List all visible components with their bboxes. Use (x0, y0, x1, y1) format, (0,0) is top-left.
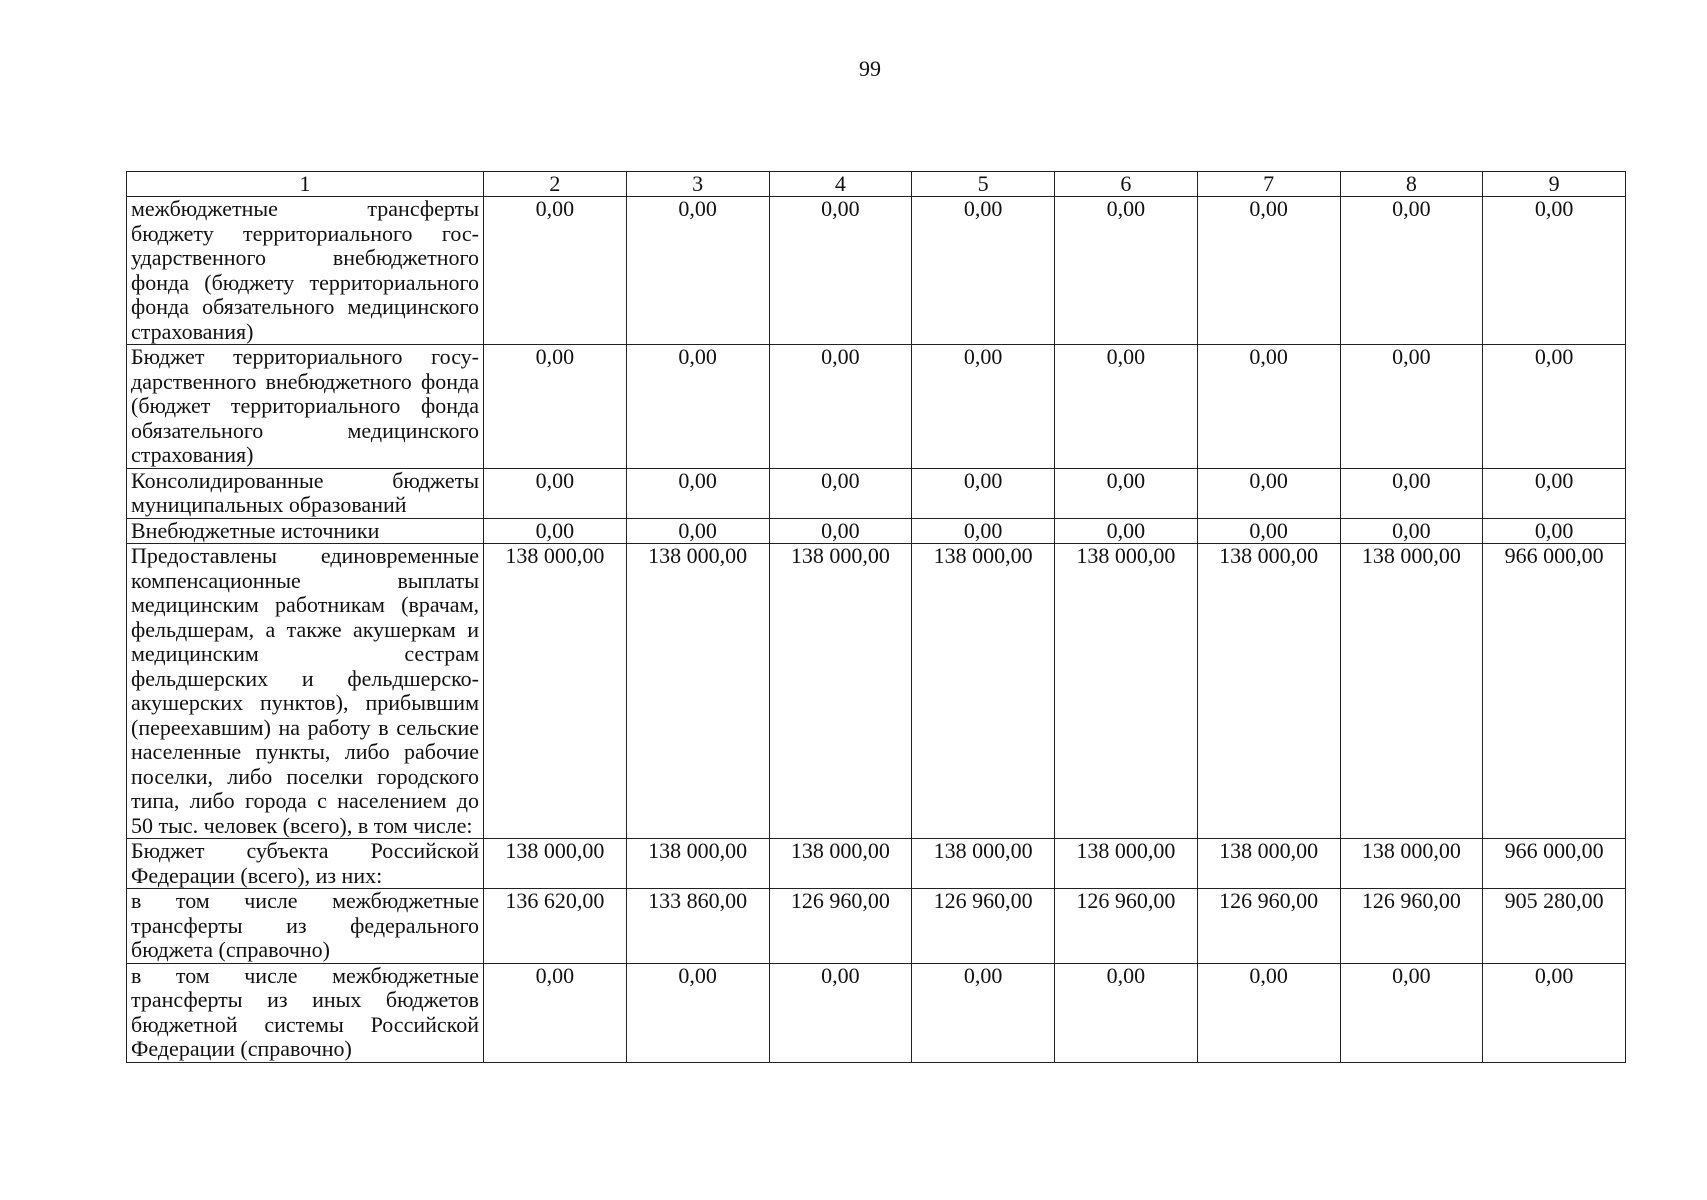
table-row (127, 839, 1626, 889)
page-number: 99 (859, 56, 881, 81)
value-cell: 0,00 (1197, 345, 1340, 469)
value-cell: 0,00 (484, 197, 627, 345)
row-label: Бюджет субъекта Российской Федерации (всего), из них: (127, 839, 484, 889)
value-cell: 905 280,00 (1483, 889, 1626, 964)
value-cell: 0,00 (912, 963, 1055, 1062)
value-cell: 138 000,00 (912, 544, 1055, 839)
value-cell: 0,00 (912, 345, 1055, 469)
column-header: 4 (769, 172, 912, 197)
row-label: Предоставлены единовременные компенсационные выплаты медицинским работникам (врачам, фельдшерам, а также акушеркам и медицинским сестрам фельдшерских и фельдшерско-акушерских пунктов), прибывшим (переехавшим) на работу в сельские населенные пункты, либо рабочие поселки, либо поселки городского типа, либо города с населением до 50 тыс. человек (всего), в том числе: (127, 544, 484, 839)
column-header: 6 (1055, 172, 1198, 197)
row-label: в том числе межбюджетные трансферты из иных бюджетов бюджетной системы Российской Федерации (справочно) (127, 963, 484, 1062)
column-header: 3 (626, 172, 769, 197)
column-header: 7 (1197, 172, 1340, 197)
column-header: 2 (484, 172, 627, 197)
value-cell: 0,00 (769, 468, 912, 518)
column-header: 5 (912, 172, 1055, 197)
budget-table (126, 171, 1626, 1063)
value-cell: 126 960,00 (912, 889, 1055, 964)
row-label: в том числе межбюджетные трансферты из федерального бюджета (справочно) (127, 889, 484, 964)
value-cell: 0,00 (484, 345, 627, 469)
value-cell: 138 000,00 (912, 839, 1055, 889)
table-header (127, 172, 1626, 197)
value-cell: 136 620,00 (484, 889, 627, 964)
value-cell: 138 000,00 (626, 544, 769, 839)
table-row (127, 963, 1626, 1062)
value-cell: 0,00 (1055, 518, 1198, 544)
value-cell: 0,00 (1197, 468, 1340, 518)
row-label: Бюджет территориального государственного внебюджетного фонда (бюджет территориального фонда обязательного медицинского страхования) (127, 345, 484, 469)
value-cell: 126 960,00 (1197, 889, 1340, 964)
value-cell: 0,00 (626, 963, 769, 1062)
value-cell: 138 000,00 (769, 839, 912, 889)
value-cell: 0,00 (912, 518, 1055, 544)
value-cell: 0,00 (1340, 963, 1483, 1062)
value-cell: 0,00 (912, 468, 1055, 518)
value-cell: 0,00 (1483, 197, 1626, 345)
value-cell: 0,00 (626, 345, 769, 469)
value-cell: 0,00 (1483, 468, 1626, 518)
value-cell: 0,00 (769, 963, 912, 1062)
row-label: межбюджетные трансферты бюджету территориального государственного внебюджетного фонда (бюджету территориального фонда обязательного медицинского страхования) (127, 197, 484, 345)
value-cell: 138 000,00 (1197, 839, 1340, 889)
value-cell: 0,00 (1055, 197, 1198, 345)
value-cell: 138 000,00 (1055, 839, 1198, 889)
value-cell: 0,00 (626, 518, 769, 544)
value-cell: 138 000,00 (1055, 544, 1198, 839)
value-cell: 138 000,00 (1340, 839, 1483, 889)
value-cell: 0,00 (484, 468, 627, 518)
value-cell: 0,00 (769, 345, 912, 469)
value-cell: 126 960,00 (1055, 889, 1198, 964)
value-cell: 0,00 (769, 518, 912, 544)
value-cell: 0,00 (1055, 345, 1198, 469)
row-label: Консолидированные бюджеты муниципальных образований (127, 468, 484, 518)
value-cell: 0,00 (1483, 963, 1626, 1062)
table-row (127, 544, 1626, 839)
value-cell: 0,00 (1197, 518, 1340, 544)
value-cell: 138 000,00 (626, 839, 769, 889)
column-header: 8 (1340, 172, 1483, 197)
value-cell: 138 000,00 (484, 839, 627, 889)
value-cell: 0,00 (1340, 468, 1483, 518)
column-header: 1 (127, 172, 484, 197)
header-row (127, 172, 1626, 197)
value-cell: 0,00 (626, 197, 769, 345)
value-cell: 966 000,00 (1483, 544, 1626, 839)
value-cell: 0,00 (484, 963, 627, 1062)
value-cell: 0,00 (484, 518, 627, 544)
value-cell: 0,00 (1197, 963, 1340, 1062)
table-row (127, 197, 1626, 345)
table-row (127, 345, 1626, 469)
value-cell: 126 960,00 (769, 889, 912, 964)
value-cell: 138 000,00 (1340, 544, 1483, 839)
value-cell: 0,00 (1055, 963, 1198, 1062)
value-cell: 0,00 (1483, 518, 1626, 544)
value-cell: 0,00 (1340, 197, 1483, 345)
value-cell: 0,00 (1055, 468, 1198, 518)
value-cell: 133 860,00 (626, 889, 769, 964)
value-cell: 0,00 (626, 468, 769, 518)
value-cell: 0,00 (1197, 197, 1340, 345)
value-cell: 966 000,00 (1483, 839, 1626, 889)
value-cell: 126 960,00 (1340, 889, 1483, 964)
table-row (127, 518, 1626, 544)
value-cell: 0,00 (1340, 345, 1483, 469)
value-cell: 138 000,00 (484, 544, 627, 839)
column-header: 9 (1483, 172, 1626, 197)
value-cell: 0,00 (1340, 518, 1483, 544)
row-label: Внебюджетные источники (127, 518, 484, 544)
value-cell: 138 000,00 (769, 544, 912, 839)
value-cell: 0,00 (1483, 345, 1626, 469)
value-cell: 0,00 (769, 197, 912, 345)
value-cell: 0,00 (912, 197, 1055, 345)
table-row (127, 889, 1626, 964)
table-row (127, 468, 1626, 518)
table-body (127, 197, 1626, 1063)
value-cell: 138 000,00 (1197, 544, 1340, 839)
